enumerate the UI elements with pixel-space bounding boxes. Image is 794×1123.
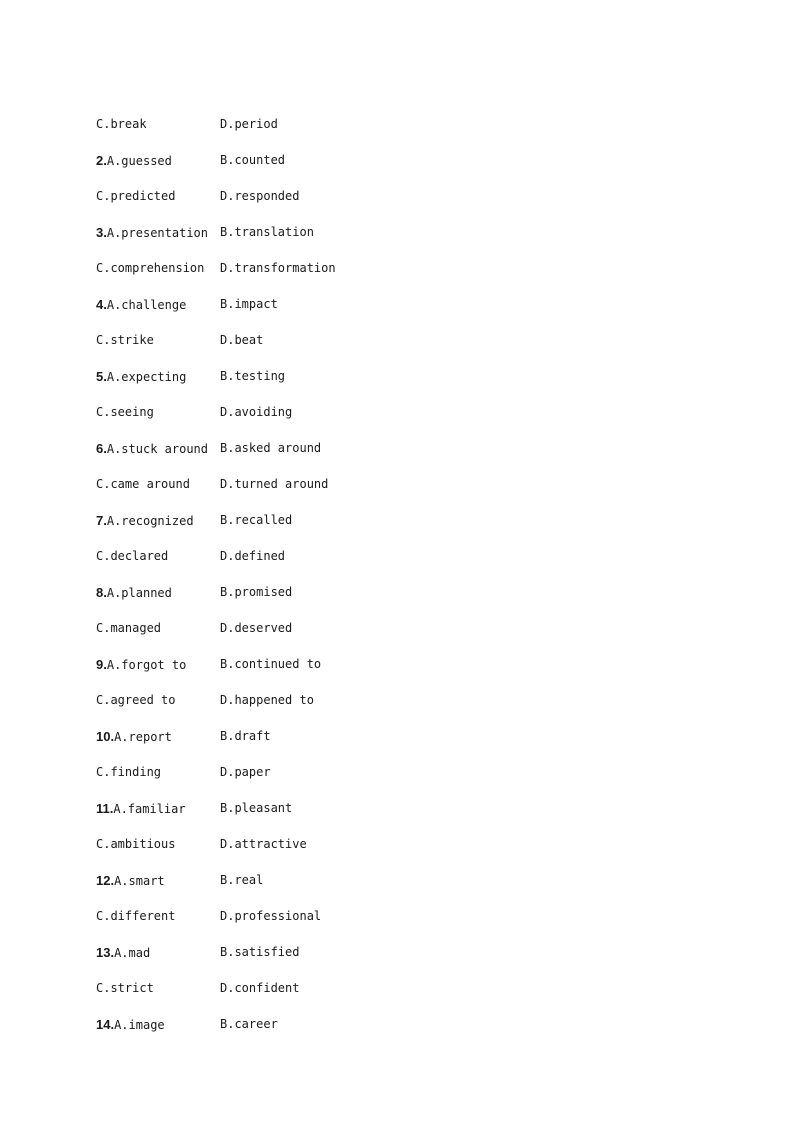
option-text: C.break: [96, 117, 147, 131]
option-right: D.defined: [220, 549, 286, 563]
option-right: B.continued to: [220, 657, 322, 671]
option-text: C.declared: [96, 549, 169, 563]
option-row: [96, 394, 696, 430]
option-left: [96, 369, 220, 384]
option-right: B.real: [220, 873, 264, 887]
option-left: [96, 189, 220, 203]
option-right: B.translation: [220, 225, 314, 239]
option-text: A.report: [114, 729, 172, 744]
option-left: [96, 585, 220, 600]
option-left: [96, 297, 220, 312]
option-right: B.asked around: [220, 441, 322, 455]
option-row: [96, 610, 696, 646]
option-text: C.strike: [96, 333, 154, 347]
question-number: 5.: [96, 368, 107, 384]
option-row: [96, 286, 696, 322]
question-number: 13.: [96, 944, 115, 960]
option-right: B.career: [220, 1017, 278, 1031]
option-text: A.guessed: [106, 153, 172, 168]
option-left: [96, 837, 220, 851]
option-right: D.transformation: [220, 261, 336, 275]
option-text: A.image: [114, 1017, 165, 1032]
option-row: [96, 106, 696, 142]
option-left: [96, 225, 220, 240]
option-row: [96, 826, 696, 862]
option-left: [96, 117, 220, 131]
option-left: [96, 261, 220, 275]
option-row: [96, 898, 696, 934]
option-right: B.pleasant: [220, 801, 293, 815]
option-text: C.came around: [96, 477, 190, 491]
option-row: [96, 430, 696, 466]
option-row: [96, 250, 696, 286]
option-left: [96, 405, 220, 419]
option-right: B.impact: [220, 297, 278, 311]
question-number: 6.: [96, 440, 107, 456]
option-text: C.strict: [96, 981, 154, 995]
option-right: D.beat: [220, 333, 264, 347]
option-row: [96, 214, 696, 250]
option-row: [96, 718, 696, 754]
option-right: D.avoiding: [220, 405, 293, 419]
option-text: A.smart: [114, 873, 165, 888]
option-row: [96, 754, 696, 790]
option-row: [96, 646, 696, 682]
option-right: B.recalled: [220, 513, 293, 527]
option-row: [96, 322, 696, 358]
option-right: D.turned around: [220, 477, 329, 491]
option-right: B.satisfied: [220, 945, 300, 959]
option-row: [96, 934, 696, 970]
option-right: D.deserved: [220, 621, 293, 635]
option-left: [96, 873, 220, 888]
option-row: [96, 682, 696, 718]
question-number: 3.: [96, 224, 107, 240]
option-text: A.presentation: [106, 225, 208, 240]
option-left: [96, 621, 220, 635]
option-left: [96, 801, 220, 816]
option-text: C.finding: [96, 765, 162, 779]
option-right: D.professional: [220, 909, 322, 923]
option-text: C.managed: [96, 621, 162, 635]
question-number: 2.: [96, 152, 107, 168]
option-text: C.predicted: [96, 189, 176, 203]
option-right: D.paper: [220, 765, 271, 779]
answer-options-list: [96, 106, 696, 1042]
question-number: 14.: [96, 1016, 115, 1032]
option-right: B.draft: [220, 729, 271, 743]
option-left: [96, 1017, 220, 1032]
option-text: A.recognized: [106, 513, 194, 528]
option-text: C.ambitious: [96, 837, 176, 851]
question-number: 7.: [96, 512, 107, 528]
option-row: [96, 178, 696, 214]
option-left: [96, 765, 220, 779]
question-number: 12.: [96, 872, 115, 888]
option-left: [96, 945, 220, 960]
option-text: C.different: [96, 909, 176, 923]
option-row: [96, 790, 696, 826]
option-left: [96, 657, 220, 672]
option-text: A.expecting: [106, 369, 187, 384]
option-left: [96, 441, 220, 456]
option-row: [96, 862, 696, 898]
option-right: D.attractive: [220, 837, 307, 851]
option-row: [96, 502, 696, 538]
option-row: [96, 970, 696, 1006]
option-right: D.confident: [220, 981, 300, 995]
option-text: C.agreed to: [96, 693, 176, 707]
option-right: B.counted: [220, 153, 286, 167]
question-number: 8.: [96, 584, 107, 600]
option-text: C.seeing: [96, 405, 154, 419]
option-text: A.forgot to: [106, 657, 187, 672]
option-left: [96, 729, 220, 744]
option-text: A.planned: [106, 585, 172, 600]
option-text: A.familiar: [113, 801, 186, 816]
option-left: [96, 333, 220, 347]
option-left: [96, 477, 220, 491]
option-row: [96, 538, 696, 574]
option-left: [96, 549, 220, 563]
option-right: D.happened to: [220, 693, 314, 707]
question-number: 11.: [96, 800, 114, 816]
option-right: B.testing: [220, 369, 286, 383]
option-row: [96, 1006, 696, 1042]
option-text: C.comprehension: [96, 261, 205, 275]
option-left: [96, 909, 220, 923]
option-left: [96, 153, 220, 168]
option-left: [96, 513, 220, 528]
option-right: D.responded: [220, 189, 300, 203]
option-row: [96, 358, 696, 394]
question-number: 10.: [96, 728, 115, 744]
option-right: D.period: [220, 117, 278, 131]
option-row: [96, 574, 696, 610]
option-text: A.mad: [114, 945, 151, 960]
option-text: A.challenge: [106, 297, 187, 312]
question-number: 9.: [96, 656, 107, 672]
option-row: [96, 142, 696, 178]
option-right: B.promised: [220, 585, 293, 599]
question-number: 4.: [96, 296, 107, 312]
option-text: A.stuck around: [106, 441, 208, 456]
option-row: [96, 466, 696, 502]
option-left: [96, 693, 220, 707]
option-left: [96, 981, 220, 995]
